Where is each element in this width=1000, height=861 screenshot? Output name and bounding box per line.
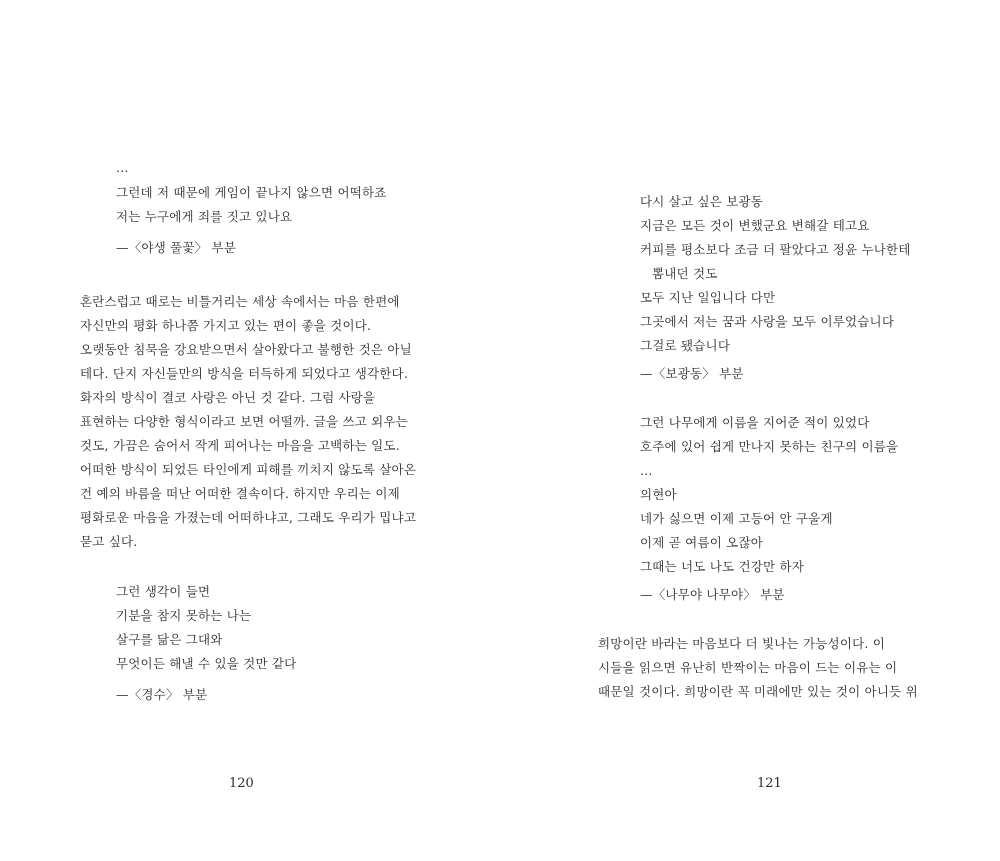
prose-line: 오랫동안 침묵을 강요받으면서 살아왔다고 불행한 것은 아닐 <box>80 342 412 357</box>
prose-line: 희망이란 바라는 마음보다 더 빛나는 가능성이다. 이 <box>598 636 885 651</box>
prose-line: 건 예의 바름을 떠난 어떠한 결속이다. 하지만 우리는 이제 <box>80 486 400 501</box>
poem-line: 그곳에서 저는 꿈과 사랑을 모두 이루었습니다 <box>640 314 895 329</box>
poem-line: 뽐내던 것도 <box>652 266 718 281</box>
page-number: 121 <box>757 776 782 791</box>
poem-line: 그때는 너도 나도 건강만 하자 <box>640 559 804 574</box>
poem-line: 네가 싫으면 이제 고등어 안 구울게 <box>640 511 833 526</box>
poem-line: 그런데 저 때문에 게임이 끝나지 않으면 어떡하죠 <box>116 185 387 200</box>
poem-line: 다시 살고 싶은 보광동 <box>640 194 763 209</box>
poem-line: 살구를 닮은 그대와 <box>116 632 223 647</box>
prose-line: 혼란스럽고 때로는 비틀거리는 세상 속에서는 마음 한편에 <box>80 294 400 309</box>
poem-attribution: —〈보광동〉 부분 <box>640 366 744 381</box>
prose-line: 평화로운 마음을 가졌는데 어떠하냐고, 그래도 우리가 밉냐고 <box>80 510 417 525</box>
right-page <box>500 0 1000 861</box>
poem-attribution: —〈야생 풀꽃〉 부분 <box>116 240 237 255</box>
prose-line: 어떠한 방식이 되었든 타인에게 피해를 끼치지 않도록 살아온 <box>80 462 417 477</box>
poem-line: 호주에 있어 쉽게 만나지 못하는 친구의 이름을 <box>640 439 899 454</box>
poem-line: 의현아 <box>640 487 677 502</box>
prose-line: 자신만의 평화 하나쯤 가지고 있는 편이 좋을 것이다. <box>80 318 372 333</box>
page-number: 120 <box>229 776 254 791</box>
poem-line: 무엇이든 해낼 수 있을 것만 같다 <box>116 656 297 671</box>
poem-attribution: —〈경수〉 부분 <box>116 687 208 702</box>
poem-line: … <box>116 160 129 175</box>
poem-attribution: —〈나무야 나무야〉 부분 <box>640 587 785 602</box>
poem-line: 그런 나무에게 이름을 지어준 적이 있었다 <box>640 415 870 430</box>
poem-line: … <box>640 463 653 478</box>
prose-line: 것도, 가끔은 숨어서 작게 피어나는 마음을 고백하는 일도. <box>80 438 400 453</box>
prose-line: 화자의 방식이 결코 사랑은 아닌 것 같다. 그럼 사랑을 <box>80 390 376 405</box>
poem-line: 저는 누구에게 죄를 짓고 있나요 <box>116 209 293 224</box>
poem-line: 지금은 모든 것이 변했군요 변해갈 테고요 <box>640 218 870 233</box>
prose-line: 때문일 것이다. 희망이란 꼭 미래에만 있는 것이 아니듯 위 <box>598 684 918 699</box>
prose-line: 테다. 단지 자신들만의 방식을 터득하게 되었다고 생각한다. <box>80 366 408 381</box>
poem-line: 기분을 참지 못하는 나는 <box>116 608 252 623</box>
poem-line: 이제 곧 여름이 오잖아 <box>640 535 763 550</box>
poem-line: 그런 생각이 들면 <box>116 584 211 599</box>
prose-line: 묻고 싶다. <box>80 534 138 549</box>
poem-line: 커피를 평소보다 조금 더 팔았다고 정윤 누나한테 <box>640 242 911 257</box>
poem-line: 그걸로 됐습니다 <box>640 338 731 353</box>
prose-line: 시들을 읽으면 유난히 반짝이는 마음이 드는 이유는 이 <box>598 660 898 675</box>
prose-line: 표현하는 다양한 형식이라고 보면 어떨까. 글을 쓰고 외우는 <box>80 414 408 429</box>
poem-line: 모두 지난 일입니다 다만 <box>640 290 776 305</box>
